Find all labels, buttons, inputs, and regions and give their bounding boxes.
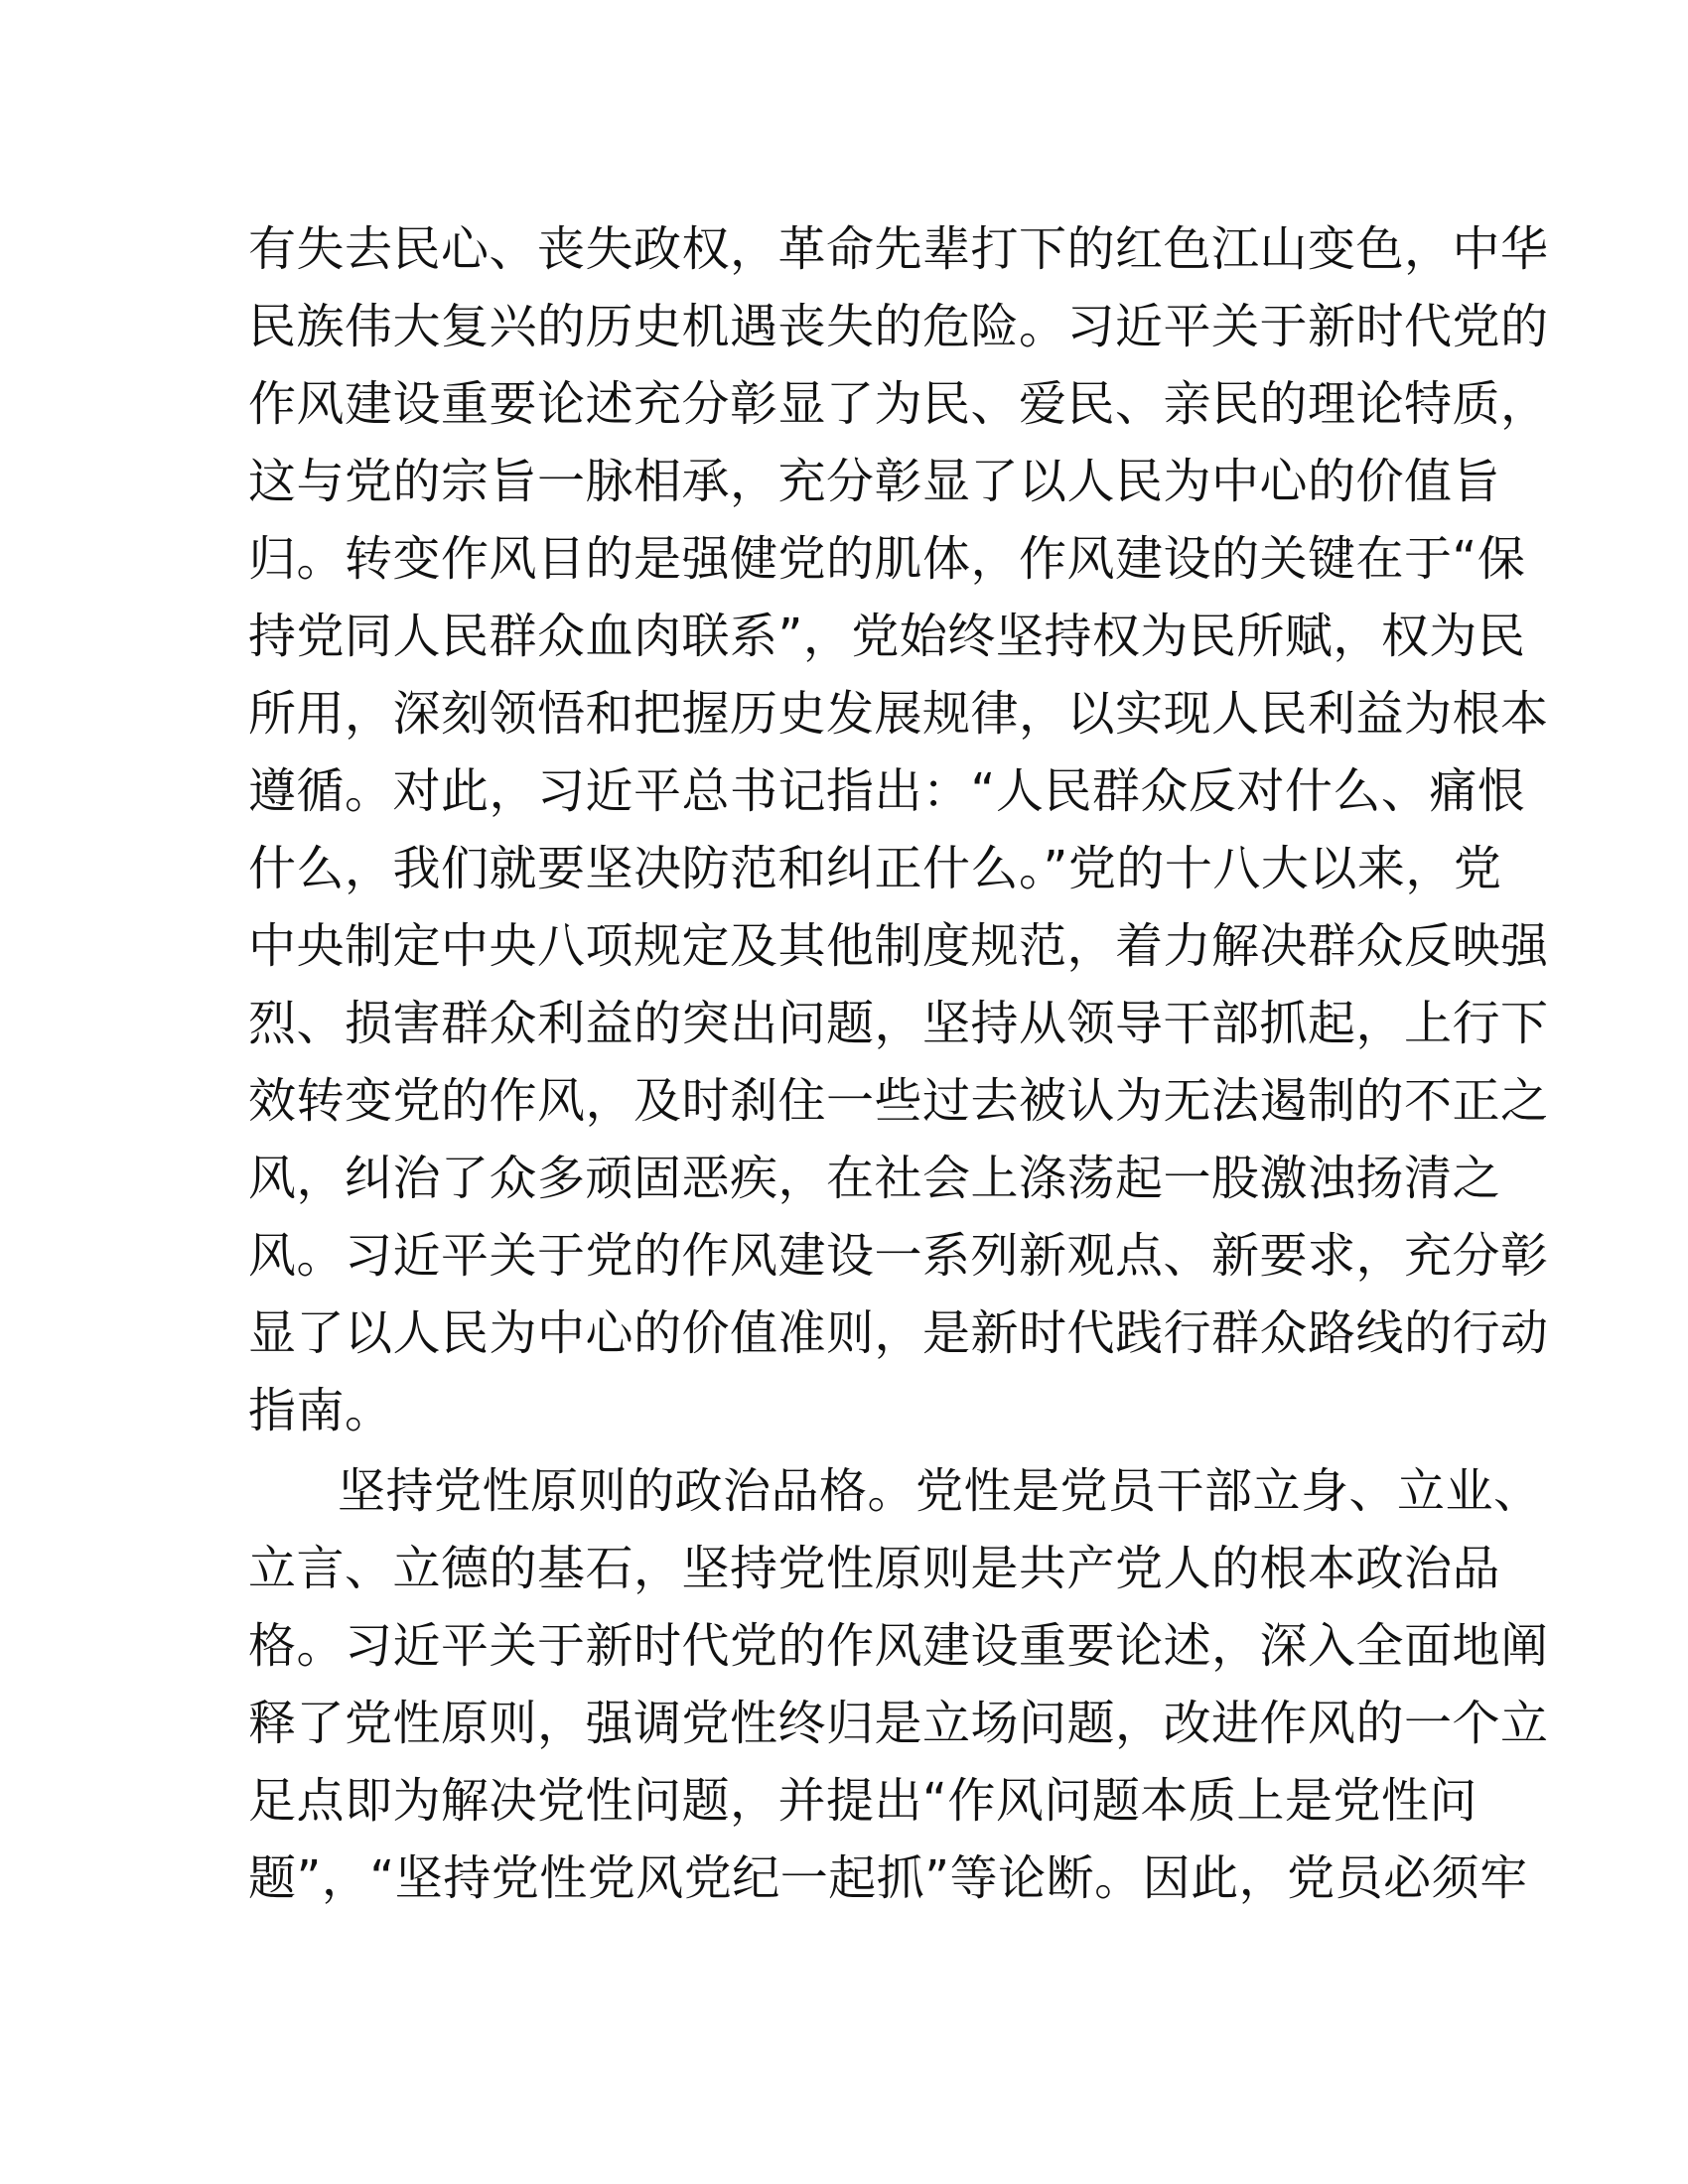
text-line: 风，纠治了众多顽固恶疾，在社会上涤荡起一股激浊扬清之 bbox=[248, 1151, 1501, 1206]
text-line: 烈、损害群众利益的突出问题，坚持从领导干部抓起，上行下 bbox=[248, 996, 1549, 1051]
text-line: 中央制定中央八项规定及其他制度规范，着力解决群众反映强 bbox=[248, 918, 1549, 974]
text-line: 所用，深刻领悟和把握历史发展规律，以实现人民利益为根本 bbox=[248, 686, 1549, 742]
text-line: 显了以人民为中心的价值准则，是新时代践行群众路线的行动 bbox=[248, 1305, 1549, 1361]
paragraph-2 bbox=[248, 1452, 1549, 1917]
text-line: 有失去民心、丧失政权，革命先辈打下的红色江山变色，中华 bbox=[248, 221, 1549, 277]
text-line: 释了党性原则，强调党性终归是立场问题，改进作风的一个立 bbox=[248, 1696, 1549, 1751]
text-line: 指南。 bbox=[248, 1383, 393, 1438]
text-line: 效转变党的作风，及时刹住一些过去被认为无法遏制的不正之 bbox=[248, 1073, 1549, 1129]
text-line: 风。习近平关于党的作风建设一系列新观点、新要求，充分彰 bbox=[248, 1228, 1549, 1284]
text-line: 题”，“坚持党性党风党纪一起抓”等论断。因此，党员必须牢 bbox=[248, 1850, 1528, 1906]
text-line: 足点即为解决党性问题，并提出“作风问题本质上是党性问 bbox=[248, 1773, 1477, 1829]
text-line: 什么，我们就要坚决防范和纠正什么。”党的十八大以来，党 bbox=[248, 841, 1502, 896]
text-line: 民族伟大复兴的历史机遇丧失的危险。习近平关于新时代党的 bbox=[248, 299, 1549, 354]
text-line: 立言、立德的基石，坚持党性原则是共产党人的根本政治品 bbox=[248, 1541, 1501, 1596]
text-line: 遵循。对此，习近平总书记指出：“人民群众反对什么、痛恨 bbox=[248, 763, 1526, 819]
paragraph-1 bbox=[248, 210, 1549, 1449]
text-line: 作风建设重要论述充分彰显了为民、爱民、亲民的理论特质， bbox=[248, 376, 1549, 432]
text-line: 坚持党性原则的政治品格。党性是党员干部立身、立业、 bbox=[338, 1463, 1542, 1519]
text-line: 持党同人民群众血肉联系”，党始终坚持权为民所赋，权为民 bbox=[248, 609, 1526, 664]
text-line: 归。转变作风目的是强健党的肌体，作风建设的关键在于“保 bbox=[248, 531, 1526, 587]
text-line: 格。习近平关于新时代党的作风建设重要论述，深入全面地阐 bbox=[248, 1618, 1549, 1674]
text-line: 这与党的宗旨一脉相承，充分彰显了以人民为中心的价值旨 bbox=[248, 454, 1501, 509]
